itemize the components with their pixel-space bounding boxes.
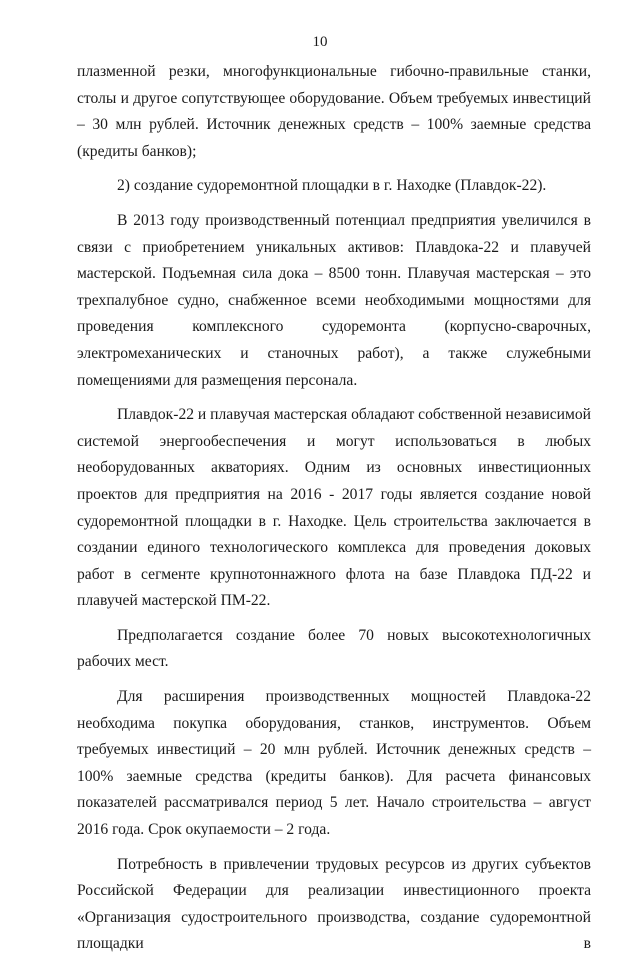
paragraph-labor-resources: Потребность в привлечении трудовых ресурсов из других субъектов Российской Федерации для реализации инвестиционного проекта «Организация судостроительного производства, создание судоремонтной площадки в bbox=[77, 855, 591, 953]
paragraph-2013-potential: В 2013 году производственный потенциал предприятия увеличился в связи с приобретением уникальных активов: Плавдока-22 и плавучей мастерской. Подъемная сила дока – 8500 тонн. Плавучая мастерская – это трехпалубное судно, снабженное всеми необходимыми мощностями для проведения комплексного судоремонта (корпусно-сварочных, электромеханических и станочных работ), а также служебными помещениями для размещения персонала. bbox=[77, 211, 591, 389]
page-number: 10 bbox=[312, 34, 328, 50]
paragraph-list-item-2: 2) создание судоремонтной площадки в г. Находке (Плавдок-22). bbox=[117, 177, 547, 195]
paragraph-investment: Для расширения производственных мощностей Плавдока-22 необходима покупка оборудования, станков, инструментов. Объем требуемых инвестиций – 20 млн рублей. Источник денежных средств – 100% заемные средства (кредиты банков). Для расчета финансовых показателей рассматривался период 5 лет. Начало строительства – август 2016 года. Срок окупаемости – 2 года. bbox=[77, 688, 591, 839]
paragraph-continuation: плазменной резки, многофункциональные гибочно-правильные станки, столы и другое сопутствующее оборудование. Объем требуемых инвестиций – 30 млн рублей. Источник денежных средств – 100% заемные средства (кредиты банков); bbox=[77, 63, 591, 160]
document-body bbox=[77, 59, 591, 958]
paragraph-new-jobs: Предполагается создание более 70 новых высокотехнологичных рабочих мест. bbox=[77, 626, 591, 671]
paragraph-plavdok-energy: Плавдок-22 и плавучая мастерская обладают собственной независимой системой энергообеспечения и могут использоваться в любых необорудованных акваториях. Одним из основных инвестиционных проектов для предприятия на 2016 - 2017 годы является создание новой судоремонтной площадки в г. Находке. Цель строительства заключается в создании единого технологического комплекса для проведения доковых работ в сегменте крупнотоннажного флота на базе Плавдока ПД-22 и плавучей мастерской ПМ-22. bbox=[77, 406, 591, 610]
